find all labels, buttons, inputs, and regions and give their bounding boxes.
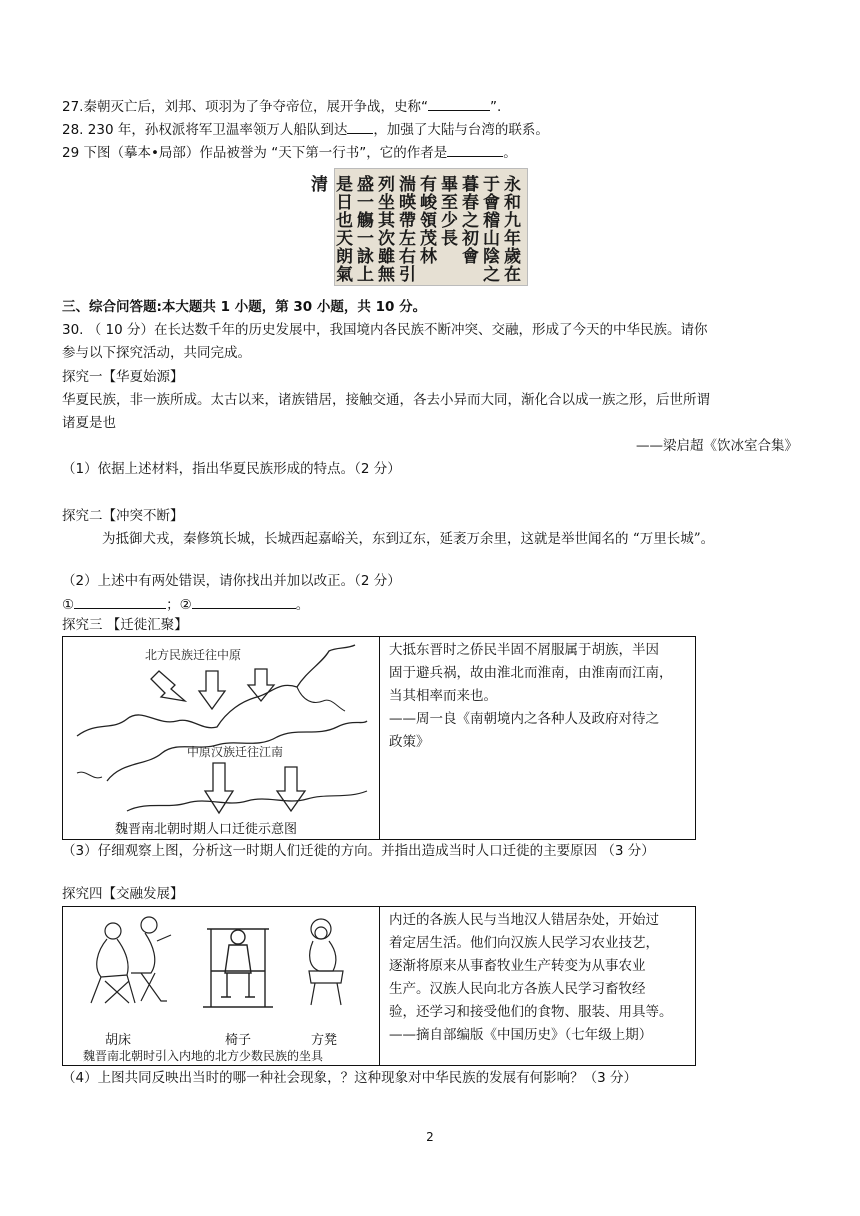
answer-blank[interactable] <box>428 96 490 111</box>
answer-blank[interactable] <box>347 119 373 134</box>
explore2-answer-line: ① ；② 。 <box>62 594 309 615</box>
calligraphy-column: 湍暎帶左右引 <box>395 175 415 283</box>
explore1-source: ——梁启超《饮冰室合集》 <box>636 438 798 454</box>
explore1-question: （1）依据上述材料，指出华夏民族形成的特点。（2 分） <box>62 461 401 477</box>
explore3-title: 探究三 【迁徙汇聚】 <box>62 617 188 633</box>
question-29: 29 下图（摹本•局部）作品被誉为 “天下第一行书”，它的作者是 。 <box>62 142 517 163</box>
seating-illustration <box>71 911 371 1023</box>
calligraphy-column: 于會稽山陰之 <box>479 175 499 283</box>
answer-blank-2[interactable] <box>192 594 296 609</box>
explore4-question: （4）上图共同反映出当时的哪一种社会现象，？这种现象对中华民族的发展有何影响？（3 分） <box>62 1070 637 1086</box>
calligraphy-column: 畢至少長 <box>437 175 457 247</box>
explore3-table <box>62 636 696 840</box>
explore1-quote: 华夏民族，非一族所成。太古以来，诸族错居，接触交通，各去小异而大同，渐化合以成一族之形，后世所谓 <box>62 392 710 408</box>
explore1-title: 探究一【华夏始源】 <box>62 369 184 385</box>
q30-intro: 30. （ 10 分）在长达数千年的历史发展中，我国境内各民族不断冲突、交融，形成了今天的中华民族。请你 <box>62 322 708 338</box>
answer-blank[interactable] <box>447 142 503 157</box>
calligraphy-column: 列坐其次雖無 <box>374 175 394 283</box>
explore1-quote-cont: 诸夏是也 <box>62 415 116 431</box>
calligraphy-column: 暮春之初會 <box>458 175 478 265</box>
stool-figure <box>309 919 343 1005</box>
calligraphy-column: 盛一觴一詠上 <box>353 175 373 283</box>
question-28: 28. 230 年，孙权派将军卫温率领万人船队到达 ，加强了大陆与台湾的联系。 <box>62 119 549 140</box>
explore4-quote: 内迁的各族人民与当地汉人错居杂处，开始过 着定居生活。他们向汉族人民学习农业技艺， 逐渐将原来从事畜牧业生产转变为从事农业 生产。汉族人民向北方各族人民学习畜牧经 验，还学习和接受他们的食物、服装、用具等。 ——摘自部编版《中国历史》（七年级上期） <box>389 912 673 1043</box>
label-stool: 方凳 <box>311 1033 338 1048</box>
huchuang-figure <box>91 917 171 1003</box>
map-caption: 魏晋南北朝时期人口迁徙示意图 <box>115 822 298 837</box>
question-27: 27.秦朝灭亡后，刘邦、项羽为了争夺帝位，展开争战，史称“ ”. <box>62 96 501 117</box>
explore3-question: （3）仔细观察上图，分析这一时期人们迁徙的方向。并指出造成当时人口迁徙的主要原因 （3 分） <box>62 843 655 859</box>
explore2-title: 探究二【冲突不断】 <box>62 508 184 524</box>
label-chair: 椅子 <box>225 1033 252 1048</box>
calligraphy-image <box>307 168 528 286</box>
calligraphy-column: 永和九年歲在 <box>500 175 520 283</box>
section-title: 三、综合问答题:本大题共 1 小题，第 30 小题，共 10 分。 <box>62 299 427 315</box>
migration-map <box>67 641 373 835</box>
page-number: 2 <box>426 1130 434 1144</box>
map-label-north: 北方民族迁往中原 <box>145 648 242 662</box>
explore4-title: 探究四【交融发展】 <box>62 886 184 902</box>
arrow-north-1 <box>151 671 185 701</box>
arrow-south-2 <box>277 767 305 811</box>
arrow-south-1 <box>205 763 233 813</box>
label-huchuang: 胡床 <box>105 1033 132 1048</box>
calligraphy-column: 有峻領茂林 <box>416 175 436 265</box>
answer-blank-1[interactable] <box>74 594 166 609</box>
explore3-quote: 大抵东晋时之侨民半固不屑服属于胡族，半因 固于避兵祸，故由淮北而淮南，由淮南而江南， 当其相率而来也。 ——周一良《南朝境内之各种人及政府对待之 政策》 <box>389 642 673 750</box>
explore4-table <box>62 906 696 1066</box>
answer-area[interactable] <box>62 480 790 500</box>
image-caption: 魏晋南北朝时引入内地的北方少数民族的坐具 <box>83 1049 324 1063</box>
explore2-text: 为抵御犬戎，秦修筑长城，长城西起嘉峪关，东到辽东，延袤万余里，这就是举世闻名的 “万里长城”。 <box>102 531 715 547</box>
arrow-north-2 <box>199 671 225 709</box>
map-label-central: 中原汉族迁往江南 <box>187 745 284 759</box>
chair-figure <box>203 929 273 1007</box>
calligraphy-column: 是日也天朗氣清 <box>307 175 352 283</box>
explore2-question: （2）上述中有两处错误，请你找出并加以改正。（2 分） <box>62 573 401 589</box>
q30-intro-cont: 参与以下探究活动，共同完成。 <box>62 345 251 361</box>
